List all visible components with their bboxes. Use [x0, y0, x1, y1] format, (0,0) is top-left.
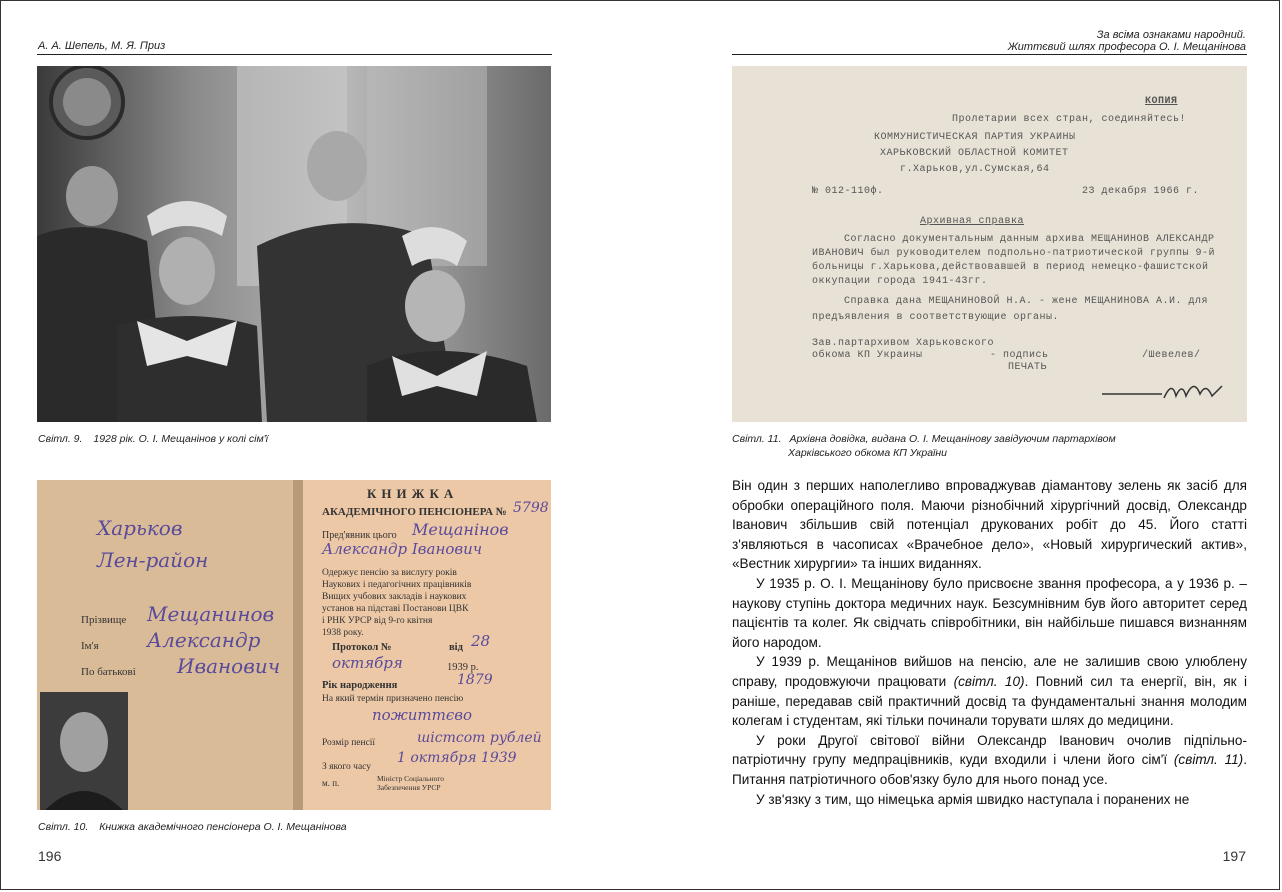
pension-booklet — [37, 480, 551, 810]
doc-text-line3: больницы г.Харькова,действовавшей в период немецко-фашистской — [812, 262, 1209, 273]
portrait-image — [40, 692, 128, 810]
booklet-body-line6: 1938 року. — [322, 628, 364, 638]
left-header-rule — [37, 54, 552, 55]
doc-ref: № 012-110ф. — [812, 186, 884, 197]
booklet-holder-surname: Мещанінов — [412, 520, 509, 539]
right-header-line1: За всіма ознаками народний. — [1096, 29, 1246, 41]
booklet-name-hw: Александр — [147, 628, 261, 652]
right-header-line2: Життєвий шлях професора О. І. Мещанінова — [1007, 41, 1246, 53]
doc-text-line6: предъявления в соответствующие органы. — [812, 312, 1060, 323]
caption-fig9 — [38, 432, 268, 446]
left-page-number: 196 — [38, 848, 62, 864]
paragraph-4 — [732, 731, 1247, 790]
doc-address: г.Харьков,ул.Сумская,64 — [900, 164, 1050, 175]
paragraph-5: У зв'язку з тим, що німецька армія швидко наступала і поранених не — [756, 791, 1190, 807]
handwritten-signature — [1102, 372, 1242, 412]
right-header-rule — [732, 54, 1247, 55]
paragraph-3-figref: (світл. 10) — [953, 673, 1025, 689]
doc-sig-line4: ПЕЧАТЬ — [1008, 362, 1048, 373]
booklet-district: Лен-район — [97, 548, 209, 572]
doc-date: 23 декабря 1966 г. — [1082, 186, 1200, 197]
booklet-spine — [293, 480, 303, 810]
paragraph-3-start: У 1939 р. Мещанінов вийшов на пенсію, але не залишив свою улюблену справу, продовжуючи працювати — [732, 654, 1247, 689]
caption-fig11-number: Світл. 11. — [732, 433, 782, 445]
family-photo-image — [37, 66, 551, 422]
booklet-holder-label: Пред'явник цього — [322, 530, 397, 541]
caption-fig11-line2: Харківського обкома КП України — [788, 447, 948, 459]
doc-text-line1: Согласно документальным данным архива МЕЩАНИНОВ АЛЕКСАНДР — [844, 234, 1215, 245]
paragraph-1: Він один з перших наполегливо впроваджував діамантову зелень як засіб для обробки операційного поля. Маючи різнобічний хірургічний досвід, Олександр Іванович збільшив свій потенціал друкованих робіт до 45. Його статті з'являються в часописах «Врачебное дело», «Новый хирургический актив», «Вестник хирургии» та інших виданнях. — [732, 478, 1247, 572]
booklet-protocol-month: октября — [332, 654, 403, 672]
booklet-body-line2: Наукових і педагогічних працівників — [322, 580, 472, 590]
booklet-birth-year: 1879 — [457, 672, 493, 688]
booklet-since-value: 1 октября 1939 — [397, 750, 517, 766]
booklet-mp: м. п. — [322, 778, 340, 788]
doc-org-line1: КОММУНИСТИЧЕСКАЯ ПАРТИЯ УКРАИНЫ — [874, 132, 1076, 143]
doc-sig-name: /Шевелев/ — [1142, 350, 1201, 361]
caption-fig11-line1: Архівна довідка, видана О. І. Мещанінову завідуючим партархівом — [789, 433, 1116, 445]
left-running-header: А. А. Шепель, М. Я. Приз — [38, 40, 166, 52]
booklet-protocol-day: 28 — [471, 632, 491, 650]
booklet-number: 5798 — [513, 500, 549, 516]
paragraph-4-figref: (світл. 11) — [1173, 752, 1244, 768]
family-photo — [37, 66, 551, 422]
booklet-body-line1: Одержує пенсію за вислугу років — [322, 568, 457, 578]
doc-text-line2: ИВАНОВИЧ был руководителем подпольно-патриотической группы 9-й — [812, 248, 1216, 259]
booklet-patronymic-label: По батькові — [81, 666, 136, 678]
doc-text-line4: оккупации города 1941-43гг. — [812, 276, 988, 287]
doc-sig-line1: Зав.партархивом Харьковского — [812, 338, 995, 349]
body-text — [732, 476, 1247, 809]
caption-fig10 — [38, 820, 347, 834]
archive-document — [732, 66, 1247, 422]
doc-sig-line2: обкома КП Украины — [812, 350, 923, 361]
paragraph-4-end: . Питання патріотичного обов'язку було для нього понад усе. — [732, 752, 1247, 787]
booklet-body-line5: і РНК УРСР від 9-го квітня — [322, 616, 433, 626]
booklet-amount-label: Розмір пенсії — [322, 738, 376, 748]
doc-text-line5: Справка дана МЕЩАНИНОВОЙ Н.А. - жене МЕЩАНИНОВА А.И. для — [844, 296, 1209, 307]
caption-fig9-text: 1928 рік. О. І. Мещанінов у колі сім'ї — [93, 433, 268, 445]
booklet-surname-label: Прізвище — [81, 614, 127, 626]
booklet-ministry: Міністр Соціального Забезпечення УРСР — [377, 774, 444, 792]
caption-fig9-number: Світл. 9. — [38, 433, 83, 445]
booklet-name-label: Ім'я — [81, 640, 99, 652]
paragraph-4-start: У роки Другої світової війни Олександр Іванович очолив підпільно-патріотичну групу медпрацівників, куди входили і члени його сім'ї — [732, 732, 1247, 768]
booklet-holder-name: Александр Іванович — [322, 540, 483, 558]
booklet-body-line4: установ на підставі Постанови ЦВК — [322, 604, 469, 614]
right-page-number: 197 — [1222, 848, 1246, 864]
booklet-title: КНИЖКА — [367, 486, 459, 501]
booklet-birth-label: Рік народження — [322, 680, 398, 691]
booklet-surname-hw: Мещанинов — [147, 602, 275, 626]
booklet-body-line3: Вищих учбових закладів і наукових — [322, 592, 467, 602]
caption-fig10-number: Світл. 10. — [38, 821, 89, 833]
booklet-city: Харьков — [97, 516, 183, 540]
booklet-term-value: пожиттєво — [372, 706, 473, 724]
booklet-protocol-date-label: від — [449, 642, 463, 653]
paragraph-3-end: . Повний сил та енергії, він, як і раніше, передавав свій практичний досвід та фундаментальні знання молодим колегам і студентам, які тільки починали торувати шлях до медицини. — [732, 673, 1247, 729]
booklet-amount-value: шістсот рублей — [417, 730, 542, 746]
booklet-subtitle: АКАДЕМІЧНОГО ПЕНСІОНЕРА № — [322, 506, 507, 518]
doc-org-line2: ХАРЬКОВСКИЙ ОБЛАСТНОЙ КОМИТЕТ — [880, 148, 1069, 159]
booklet-since-label: З якого часу — [322, 762, 372, 772]
portrait-photo — [40, 692, 128, 810]
booklet-protocol-year: 1939 р. — [447, 662, 479, 673]
doc-title: Архивная справка — [920, 216, 1025, 227]
doc-sig-line3: - подпись — [990, 350, 1049, 361]
booklet-patronymic-hw: Иванович — [177, 654, 281, 678]
doc-copy: КОПИЯ — [1145, 96, 1178, 107]
booklet-protocol-label: Протокол № — [332, 642, 392, 653]
booklet-term-label: На який термін призначено пенсію — [322, 694, 464, 704]
caption-fig10-text: Книжка академічного пенсіонера О. І. Мещанінова — [99, 821, 347, 833]
doc-slogan: Пролетарии всех стран, соединяйтесь! — [952, 114, 1187, 125]
paragraph-2: У 1935 р. О. І. Мещанінову було присвоєне звання професора, а у 1936 р. – наукову ступінь доктора медичних наук. Безсумнівним був його авторитет серед пацієнтів та колег. Як свідчать співробітники, він найбільше пишався визнанням його народом. — [732, 575, 1247, 650]
caption-fig11 — [732, 432, 1116, 460]
paragraph-3 — [732, 652, 1247, 730]
